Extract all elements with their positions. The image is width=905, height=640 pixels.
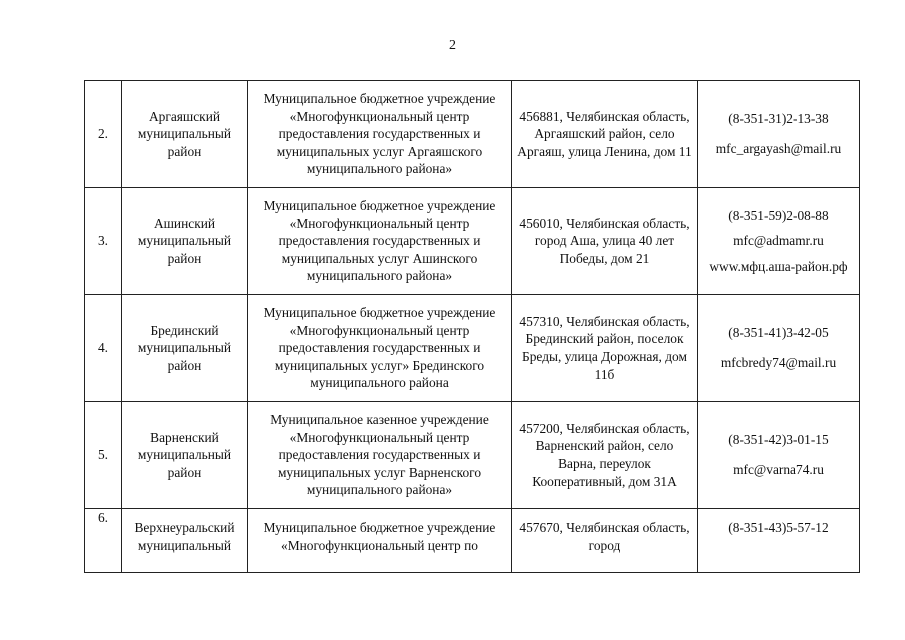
row-number: 3. [85,188,122,295]
phone-number: (8-351-59)2-08-88 [728,207,829,223]
contacts-cell [698,295,860,402]
organization-name: Муниципальное бюджетное учреждение «Многофункциональный центр по [248,509,512,573]
contacts-cell [698,188,860,295]
phone-number: (8-351-42)3-01-15 [728,432,829,448]
postal-address: 456010, Челябинская область, город Аша, улица 40 лет Победы, дом 21 [512,188,698,295]
organization-name: Муниципальное бюджетное учреждение «Многофункциональный центр предоставления государственных и муниципальных услуг» Брединского муниципального района [248,295,512,402]
table-row [85,295,860,402]
phone-number: (8-351-31)2-13-38 [728,111,829,127]
row-number: 5. [85,402,122,509]
website-link[interactable]: www.мфц.аша-район.рф [709,258,848,274]
table-row [85,402,860,509]
email-link[interactable]: mfc_argayash@mail.ru [715,141,842,156]
postal-address: 457670, Челябинская область, город [512,509,698,573]
table-row [85,188,860,295]
email-link[interactable]: mfc@admamr.ru [733,233,824,249]
contacts-cell [698,509,860,573]
contacts-cell [698,402,860,509]
postal-address: 457200, Челябинская область, Варненский район, село Варна, переулок Кооперативный, дом 31А [512,402,698,509]
row-number: 2. [85,81,122,188]
page-number: 2 [449,38,456,53]
email-link[interactable]: mfc@varna74.ru [733,462,824,477]
email-link[interactable]: mfcbredy74@mail.ru [720,355,837,370]
row-number: 4. [85,295,122,402]
phone-number: (8-351-41)3-42-05 [728,325,829,341]
organization-name: Муниципальное бюджетное учреждение «Многофункциональный центр предоставления государственных и муниципальных услуг Аргаяшского муниципального района» [248,81,512,188]
postal-address: 456881, Челябинская область, Аргаяшский район, село Аргаяш, улица Ленина, дом 11 [512,81,698,188]
district-name: Верхнеуральский муниципальный [122,509,248,573]
postal-address: 457310, Челябинская область, Брединский район, поселок Бреды, улица Дорожная, дом 11б [512,295,698,402]
table-row [85,81,860,188]
district-name: Брединский муниципальный район [122,295,248,402]
district-name: Варненский муниципальный район [122,402,248,509]
contacts-cell [698,81,860,188]
table-row [85,509,860,573]
organization-name: Муниципальное казенное учреждение «Многофункциональный центр предоставления государственных и муниципальных услуг Варненского муниципального района» [248,402,512,509]
organization-name: Муниципальное бюджетное учреждение «Многофункциональный центр предоставления государственных и муниципальных услуг Ашинского муниципального района» [248,188,512,295]
row-number: 6. [85,509,122,573]
phone-number: (8-351-43)5-57-12 [728,520,829,535]
district-name: Ашинский муниципальный район [122,188,248,295]
mfc-registry-table [84,80,860,573]
district-name: Аргаяшский муниципальный район [122,81,248,188]
